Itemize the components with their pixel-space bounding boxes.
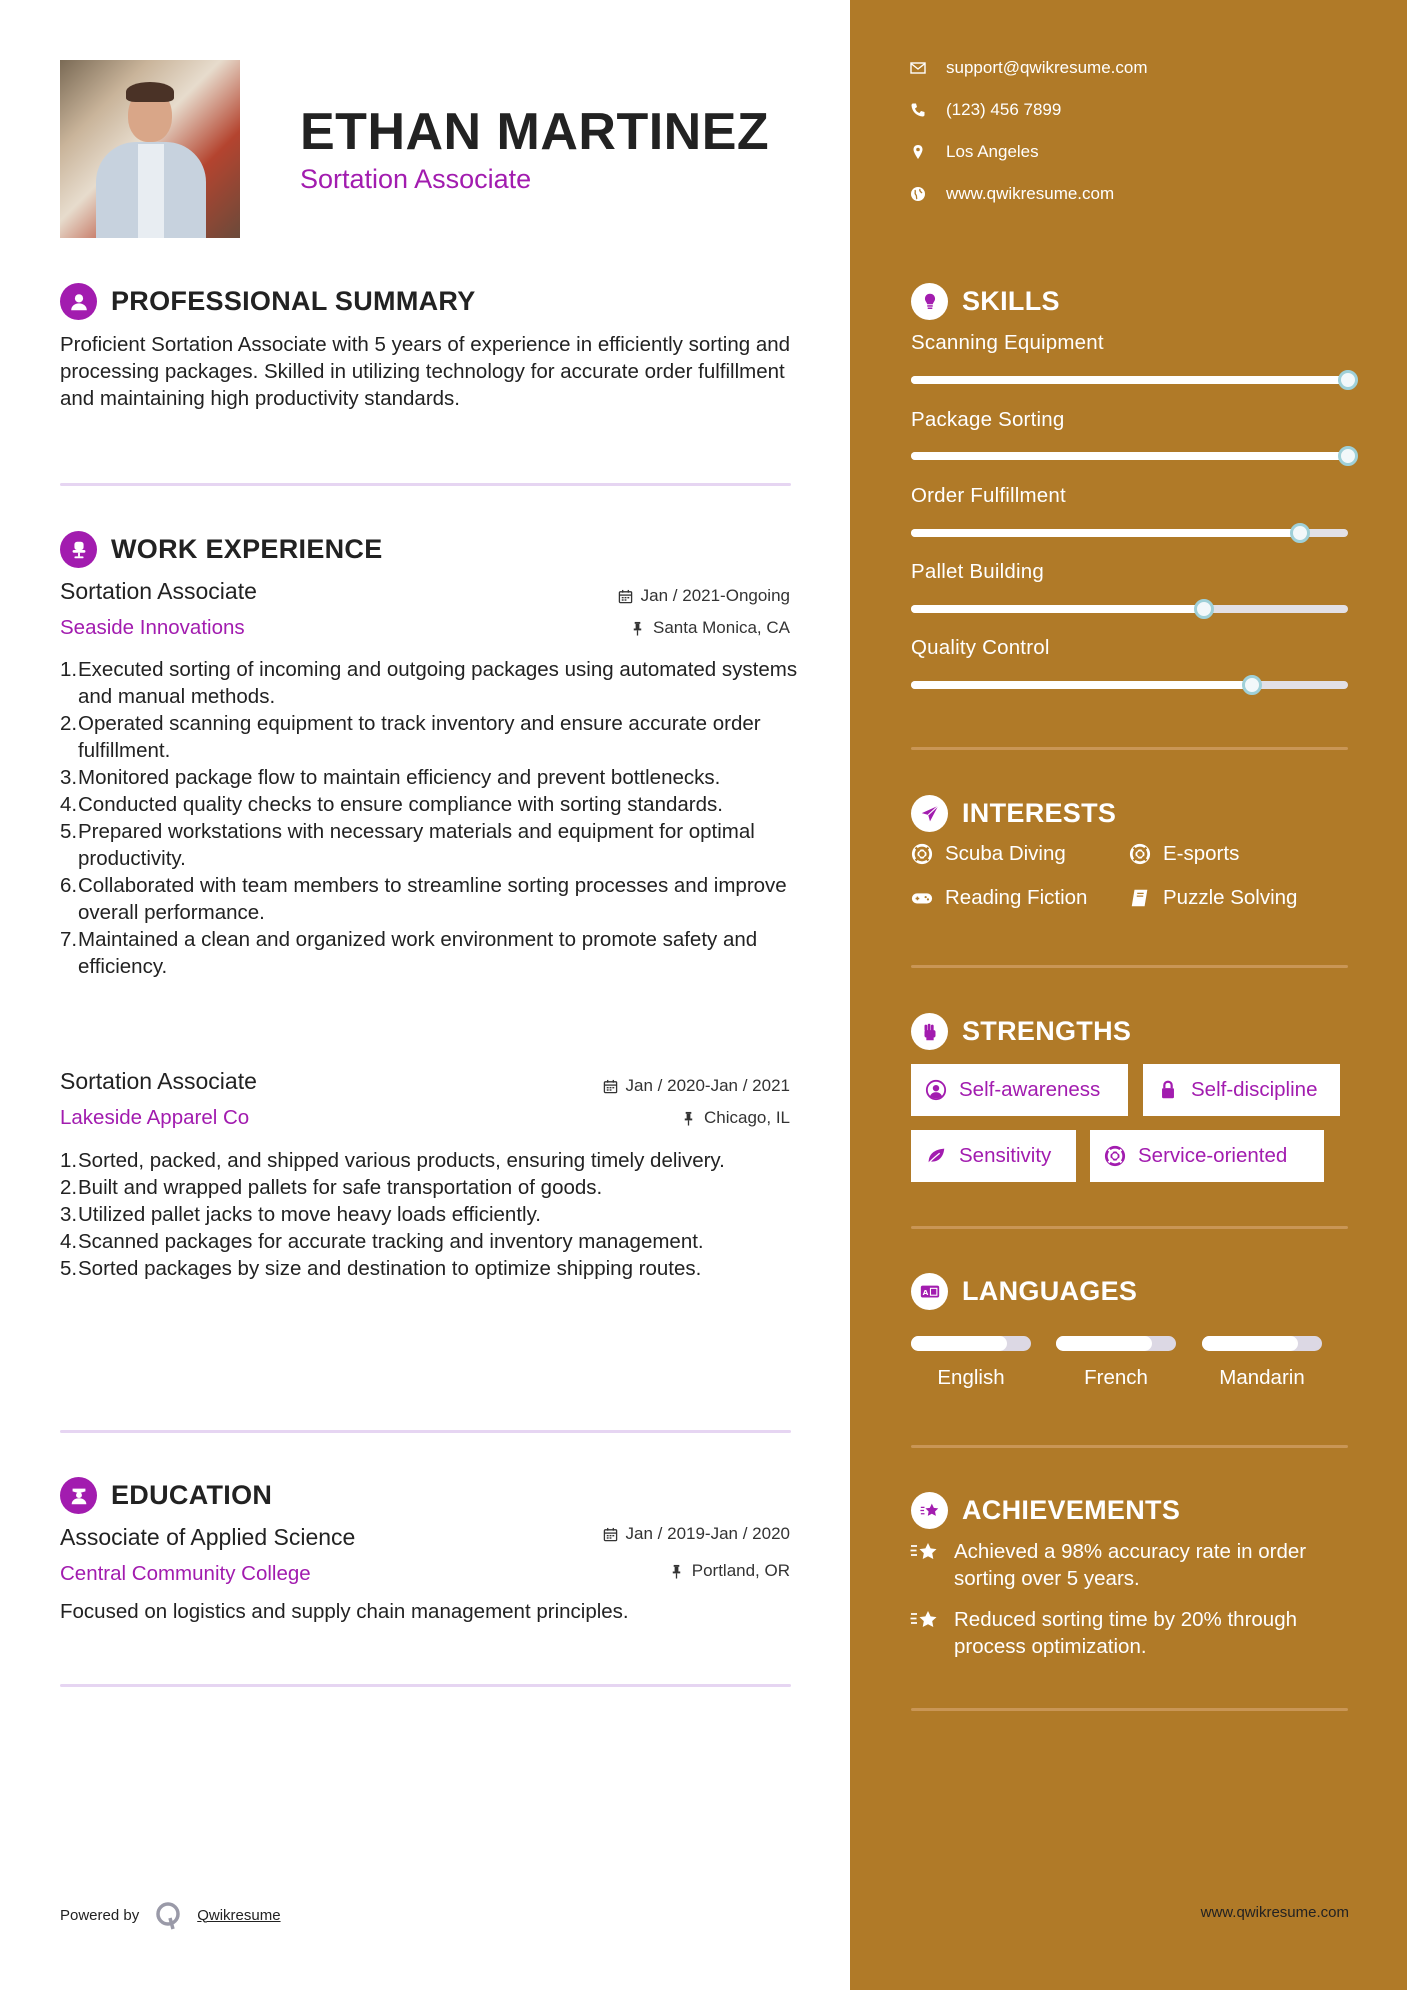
strength-label: Service-oriented: [1138, 1144, 1288, 1167]
skill-label: Quality Control: [911, 636, 1050, 659]
strength-chip: [911, 1130, 1076, 1182]
skill-fill: [911, 529, 1300, 537]
footer-website[interactable]: www.qwikresume.com: [1200, 1904, 1349, 1921]
achievement-text: Reduced sorting time by 20% through process optimization.: [954, 1608, 1298, 1658]
section-divider: [60, 483, 791, 486]
skill-knob[interactable]: [1290, 523, 1310, 543]
shooting-star-icon: [910, 1540, 940, 1566]
user-circle-icon: [925, 1079, 947, 1101]
globe-icon: [910, 186, 926, 202]
skill-label: Pallet Building: [911, 560, 1044, 583]
calendar-icon: [603, 1527, 618, 1542]
interest-item: [911, 842, 1066, 866]
star-icon: [911, 1492, 948, 1529]
email-text[interactable]: support@qwikresume.com: [946, 58, 1148, 77]
education-location-text: Portland, OR: [691, 1561, 790, 1580]
strength-label: Self-discipline: [1191, 1078, 1318, 1101]
skill-slider[interactable]: [911, 529, 1348, 537]
bullet-item: Sorted packages by size and destination to optimize shipping routes.: [78, 1257, 702, 1280]
interest-label: E-sports: [1163, 842, 1240, 865]
skill-slider[interactable]: [911, 681, 1348, 689]
education-description: Focused on logistics and supply chain management principles.: [60, 1600, 629, 1623]
calendar-icon: [603, 1079, 618, 1094]
skill-slider[interactable]: [911, 605, 1348, 613]
skill-knob[interactable]: [1338, 370, 1358, 390]
job-dates-text: Jan / 2021-Ongoing: [640, 586, 790, 605]
svg-text:A: A: [922, 1287, 928, 1297]
languages-header: [911, 1273, 1137, 1310]
candidate-name: ETHAN MARTINEZ: [300, 103, 770, 161]
experience-header: [60, 531, 383, 568]
education-header: [60, 1477, 272, 1514]
calendar-icon: [618, 589, 633, 604]
bullet-item: Scanned packages for accurate tracking and inventory management.: [78, 1230, 704, 1253]
lightbulb-icon: [911, 283, 948, 320]
language-fill: [1056, 1336, 1152, 1351]
photo-shirt: [138, 144, 164, 238]
interests-heading: INTERESTS: [962, 798, 1117, 828]
language-fill: [911, 1336, 1007, 1351]
strength-chip: [1090, 1130, 1324, 1182]
job-dates: [490, 1076, 790, 1096]
job-bullets: [60, 656, 800, 980]
achievements-heading: ACHIEVEMENTS: [962, 1495, 1181, 1525]
achievement-text: Achieved a 98% accuracy rate in order sorting over 5 years.: [954, 1540, 1307, 1590]
translate-icon: [911, 1273, 948, 1310]
job-title: Sortation Associate: [60, 1068, 257, 1094]
language-label: French: [1084, 1366, 1148, 1389]
lock-icon: [1157, 1079, 1179, 1101]
contact-email: [910, 58, 1148, 78]
sidebar-divider: [911, 1708, 1348, 1711]
language-label: English: [937, 1366, 1005, 1389]
section-divider: [60, 1684, 791, 1687]
language-bar: [911, 1336, 1031, 1351]
pin-icon: [630, 621, 645, 636]
skill-label: Scanning Equipment: [911, 331, 1104, 354]
interests-header: [911, 795, 1116, 832]
pin-icon: [681, 1111, 696, 1126]
bullet-item: Utilized pallet jacks to move heavy loads efficiently.: [78, 1203, 541, 1226]
achievement-item: [910, 1538, 1330, 1592]
contact-website: [910, 184, 1114, 204]
strength-label: Self-awareness: [959, 1078, 1101, 1101]
skill-fill: [911, 681, 1252, 689]
interest-label: Puzzle Solving: [1163, 886, 1298, 909]
lifebuoy-icon: [1129, 843, 1151, 865]
job-location: [490, 618, 790, 638]
photo-hair: [126, 82, 174, 102]
user-icon: [60, 283, 97, 320]
bullet-item: Executed sorting of incoming and outgoing packages using automated systems and manual methods.: [78, 658, 798, 708]
summary-text: Proficient Sortation Associate with 5 years of experience in efficiently sorting and processing packages. Skilled in utilizing technology for accurate order fulfillment and maintaining high productivity standards.: [60, 333, 791, 410]
skill-slider[interactable]: [911, 452, 1348, 460]
location-text: Los Angeles: [946, 142, 1039, 161]
education-heading: EDUCATION: [111, 1480, 273, 1510]
skill-fill: [911, 605, 1204, 613]
interest-item: [911, 886, 1087, 910]
sidebar-divider: [911, 747, 1348, 750]
interest-label: Scuba Diving: [945, 842, 1066, 865]
language-bar: [1056, 1336, 1176, 1351]
powered-by: [60, 1900, 281, 1930]
paper-plane-icon: [911, 795, 948, 832]
skill-fill: [911, 452, 1348, 460]
experience-heading: WORK EXPERIENCE: [111, 534, 383, 564]
job-title: Sortation Associate: [60, 578, 257, 604]
job-location: [490, 1108, 790, 1128]
achievement-item: [910, 1606, 1330, 1660]
contact-phone: [910, 100, 1061, 120]
education-dates-text: Jan / 2019-Jan / 2020: [625, 1524, 790, 1543]
bullet-item: Maintained a clean and organized work environment to promote safety and efficiency.: [78, 928, 758, 978]
skill-fill: [911, 376, 1348, 384]
qwikresume-link[interactable]: Qwikresume: [197, 1906, 281, 1924]
interest-item: [1129, 886, 1297, 910]
book-icon: [1129, 887, 1151, 909]
education-dates: [490, 1524, 790, 1544]
interest-label: Reading Fiction: [945, 886, 1088, 909]
bullet-item: Prepared workstations with necessary materials and equipment for optimal productivity.: [78, 820, 755, 870]
job-dates-text: Jan / 2020-Jan / 2021: [625, 1076, 790, 1095]
job-dates: [490, 586, 790, 606]
office-chair-icon: [60, 531, 97, 568]
education-location: [490, 1561, 790, 1581]
bullet-item: Sorted, packed, and shipped various products, ensuring timely delivery.: [78, 1149, 725, 1172]
bullet-item: Monitored package flow to maintain efficiency and prevent bottlenecks.: [78, 766, 721, 789]
language-fill: [1202, 1336, 1298, 1351]
achievements-header: [911, 1492, 1180, 1529]
website-text[interactable]: www.qwikresume.com: [946, 184, 1115, 203]
summary-heading: PROFESSIONAL SUMMARY: [111, 286, 476, 316]
bullet-item: Operated scanning equipment to track inventory and ensure accurate order fulfillment.: [78, 712, 761, 762]
skill-knob[interactable]: [1194, 599, 1214, 619]
skill-slider[interactable]: [911, 376, 1348, 384]
strength-label: Sensitivity: [959, 1144, 1052, 1167]
summary-header: [60, 283, 476, 320]
map-marker-icon: [910, 144, 926, 160]
company-name: Seaside Innovations: [60, 616, 245, 639]
school-name: Central Community College: [60, 1562, 311, 1585]
strengths-header: [911, 1013, 1131, 1050]
lifebuoy-icon: [1104, 1145, 1126, 1167]
shooting-star-icon: [910, 1608, 940, 1634]
candidate-title: Sortation Associate: [300, 164, 532, 194]
bullet-item: Built and wrapped pallets for safe transportation of goods.: [78, 1176, 603, 1199]
degree-title: Associate of Applied Science: [60, 1524, 356, 1550]
skill-label: Order Fulfillment: [911, 484, 1066, 507]
envelope-icon: [910, 60, 926, 76]
languages-heading: LANGUAGES: [962, 1276, 1138, 1306]
pin-icon: [669, 1564, 684, 1579]
sidebar-divider: [911, 965, 1348, 968]
profile-photo: [60, 60, 240, 238]
strengths-heading: STRENGTHS: [962, 1016, 1132, 1046]
sidebar-divider: [911, 1445, 1348, 1448]
sidebar-divider: [911, 1226, 1348, 1229]
powered-by-label: Powered by: [60, 1906, 140, 1924]
bullet-item: Conducted quality checks to ensure compliance with sorting standards.: [78, 793, 723, 816]
skill-knob[interactable]: [1242, 675, 1262, 695]
job-bullets: [60, 1147, 800, 1282]
leaf-icon: [925, 1145, 947, 1167]
strength-chip: [911, 1064, 1128, 1116]
phone-text: (123) 456 7899: [946, 100, 1062, 119]
skill-knob[interactable]: [1338, 446, 1358, 466]
phone-icon: [910, 102, 926, 118]
company-name: Lakeside Apparel Co: [60, 1106, 250, 1129]
graduate-icon: [60, 1477, 97, 1514]
language-label: Mandarin: [1219, 1366, 1305, 1389]
language-bar: [1202, 1336, 1322, 1351]
bullet-item: Collaborated with team members to streamline sorting processes and improve overall performance.: [78, 874, 787, 924]
lifebuoy-icon: [911, 843, 933, 865]
job-location-text: Chicago, IL: [704, 1108, 790, 1127]
job-location-text: Santa Monica, CA: [652, 618, 790, 637]
skill-label: Package Sorting: [911, 408, 1065, 431]
skills-header: [911, 283, 1060, 320]
section-divider: [60, 1430, 791, 1433]
interest-item: [1129, 842, 1239, 866]
qwikresume-logo-icon: [153, 1900, 183, 1930]
fist-icon: [911, 1013, 948, 1050]
strength-chip: [1143, 1064, 1340, 1116]
skills-heading: SKILLS: [962, 286, 1060, 316]
contact-location: [910, 142, 1039, 162]
gamepad-icon: [911, 887, 933, 909]
